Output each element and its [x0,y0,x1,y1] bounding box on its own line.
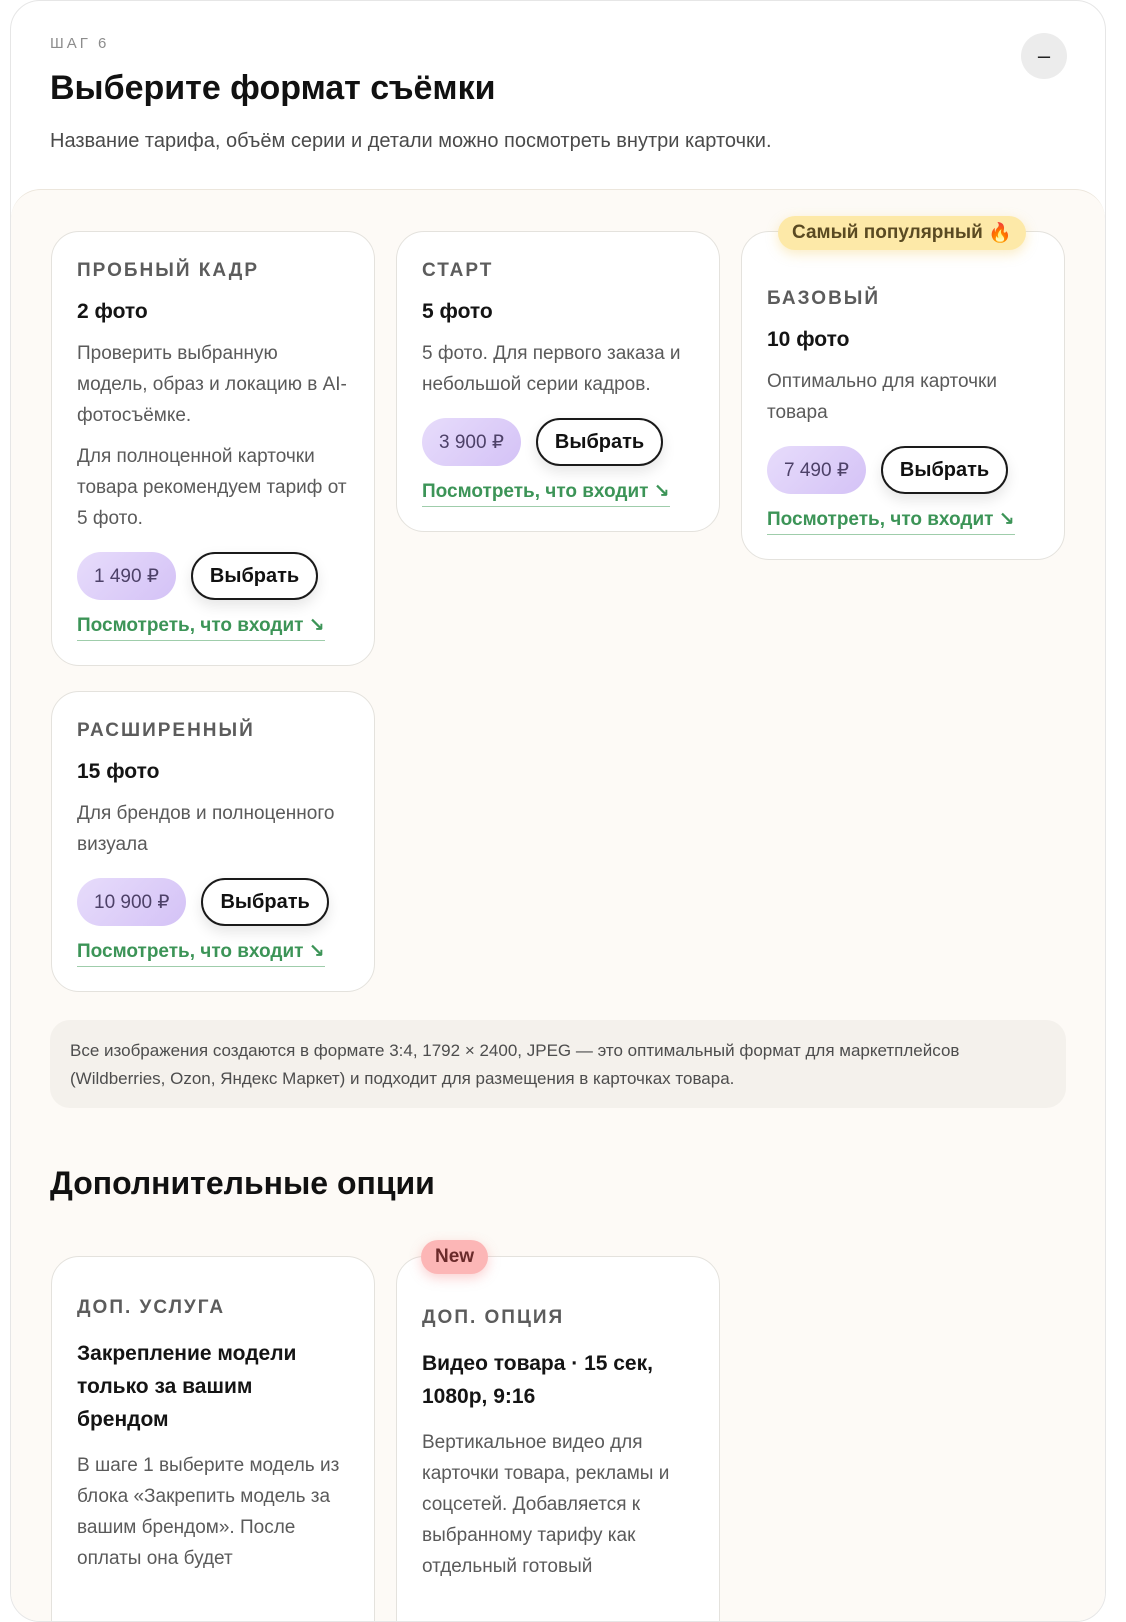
plan-name: СТАРТ [422,260,494,281]
extra-kicker: ДОП. УСЛУГА [77,1297,226,1318]
details-link[interactable]: Посмотреть, что входит ↘ [77,614,325,641]
plan-description: Проверить выбранную модель, образ и локацию в AI-фотосъёмке. [77,343,347,426]
plan-photo-count: 5 фото [422,300,493,323]
details-link[interactable]: Посмотреть, что входит ↘ [767,508,1015,535]
choose-button[interactable]: Выбрать [191,552,318,600]
price-badge: 3 900 ₽ [422,418,521,466]
page-title: Выберите формат съёмки [50,69,496,107]
plan-name: ПРОБНЫЙ КАДР [77,260,260,281]
price-badge: 1 490 ₽ [77,552,176,600]
step-panel [10,0,1106,1622]
price-row [77,552,349,600]
extra-kicker: ДОП. ОПЦИЯ [422,1307,565,1328]
fire-icon: 🔥 [982,223,1012,244]
price-row [422,418,694,466]
extra-heading: Видео товара · 15 сек, 1080p, 9:16 [422,1352,653,1408]
choose-button[interactable]: Выбрать [536,418,663,466]
plan-description: Для брендов и полноценного визуала [77,803,335,855]
plan-card-basic [741,222,1065,560]
new-badge: New [421,1240,488,1274]
choose-button[interactable]: Выбрать [201,878,328,926]
extra-card-video [396,1246,720,1622]
plan-card-start [396,231,720,532]
choose-button[interactable]: Выбрать [881,446,1008,494]
step-label: ШАГ 6 [50,35,110,52]
popular-badge [778,216,1026,250]
plan-card-extended [51,691,375,992]
price-badge: 10 900 ₽ [77,878,186,926]
plan-name: РАСШИРЕННЫЙ [77,720,255,741]
extra-card-brand-lock [51,1256,375,1622]
plan-description: Оптимально для карточки товара [767,371,997,423]
extras-title: Дополнительные опции [50,1165,435,1201]
extra-description: Вертикальное видео для карточки товара, рекламы и соцсетей. Добавляется к выбранному тарифу как отдельный готовый [422,1432,670,1577]
format-note: Все изображения создаются в формате 3:4, 1792 × 2400, JPEG — это оптимальный формат для маркетплейсов (Wildberries, Ozon, Яндекс Маркет) и подходит для размещения в карточках товара. [50,1020,1066,1108]
details-link[interactable]: Посмотреть, что входит ↘ [422,480,670,507]
details-link[interactable]: Посмотреть, что входит ↘ [77,940,325,967]
plan-photo-count: 2 фото [77,300,148,323]
plan-description: 5 фото. Для первого заказа и небольшой серии кадров. [422,343,681,395]
plans-section [11,189,1105,1622]
plan-name: БАЗОВЫЙ [767,288,881,309]
page-subtitle: Название тарифа, объём серии и детали можно посмотреть внутри карточки. [50,130,772,152]
price-row [77,878,349,926]
plan-photo-count: 10 фото [767,328,850,351]
extra-heading: Закрепление модели только за вашим брендом [77,1342,297,1431]
extra-description: В шаге 1 выберите модель из блока «Закрепить модель за вашим брендом». После оплаты она будет [77,1455,340,1569]
plan-photo-count: 15 фото [77,760,160,783]
collapse-button[interactable]: – [1021,33,1067,79]
price-row [767,446,1039,494]
price-badge: 7 490 ₽ [767,446,866,494]
popular-badge-label: Самый популярный [792,222,983,243]
plan-card-trial [51,231,375,666]
plan-recommendation: Для полноценной карточки товара рекомендуем тариф от 5 фото. [77,446,347,529]
